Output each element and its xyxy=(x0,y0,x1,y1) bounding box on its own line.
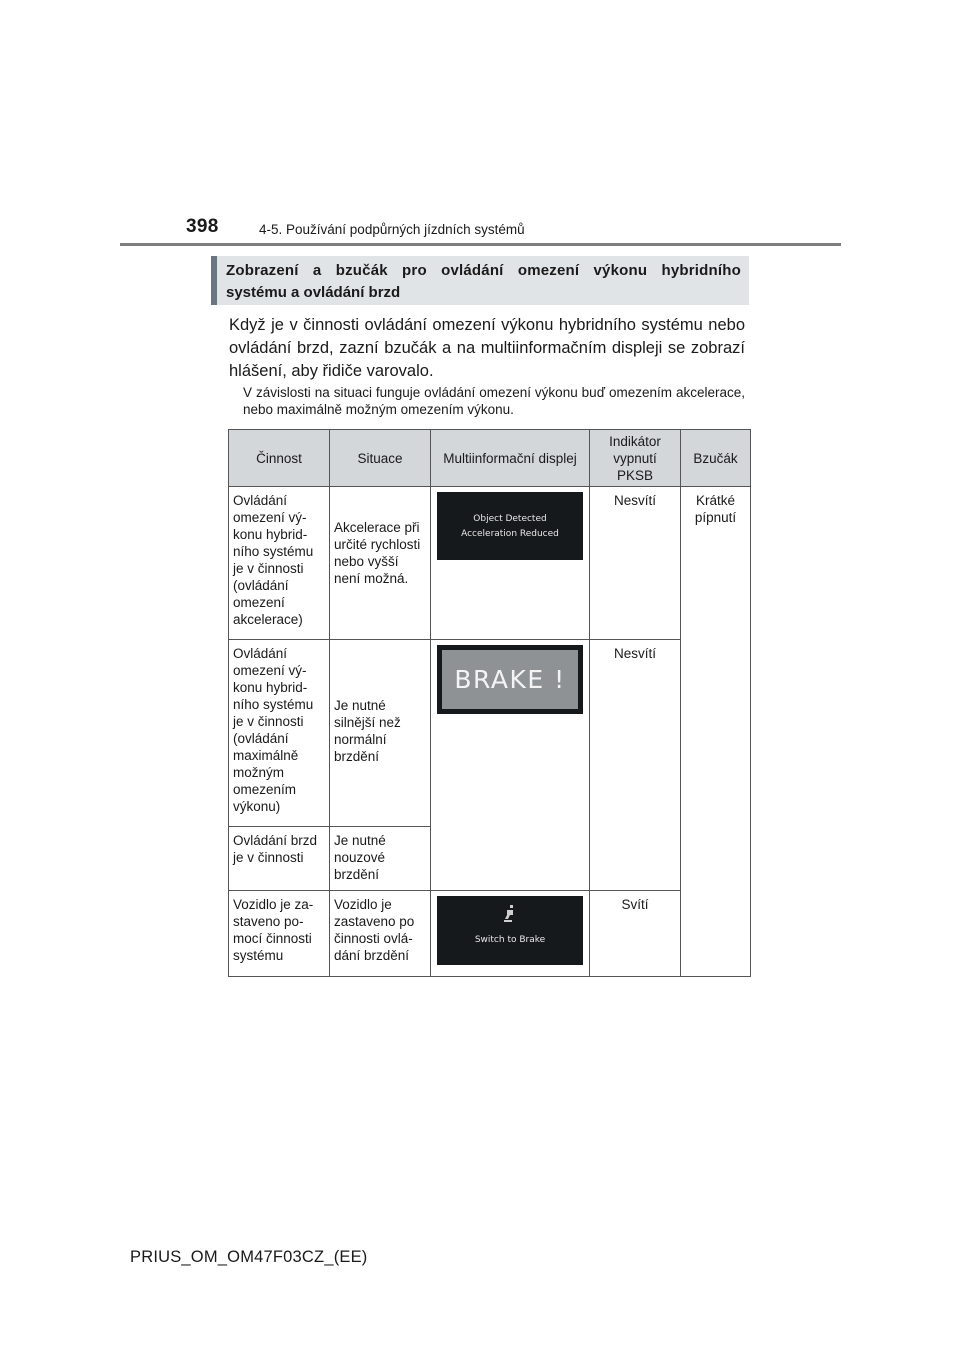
document-code: PRIUS_OM_OM47F03CZ_(EE) xyxy=(130,1248,368,1266)
header-situation: Situace xyxy=(330,430,431,487)
display-line2: Acceleration Reduced xyxy=(461,528,559,539)
row1-indicator: Nesvítí xyxy=(590,487,681,640)
row4-action: Vozidlo je za-staveno po-mocí činnosti systému xyxy=(229,891,330,977)
table-header-row xyxy=(229,430,751,487)
table-row xyxy=(229,640,751,827)
row2-situation: Je nutné silnější než normální brzdění xyxy=(330,640,431,827)
section-title-line2: systému a ovládání brzd xyxy=(226,284,401,301)
header-action: Činnost xyxy=(229,430,330,487)
row2-indicator: Nesvítí xyxy=(590,640,681,891)
row1-action: Ovládání omezení vý-konu hybrid-ního systému je v činnosti (ovládání omezení akcelerace) xyxy=(229,487,330,640)
row3-situation: Je nutné nouzové brzdění xyxy=(330,827,431,891)
header-buzzer: Bzučák xyxy=(681,430,751,487)
header-indicator: Indikátor vypnutí PKSB xyxy=(590,430,681,487)
header-divider xyxy=(120,243,841,246)
section-title-line1: Zobrazení a bzučák pro ovládání omezení výkonu hybridního xyxy=(226,262,741,279)
header-display: Multiinformační displej xyxy=(431,430,590,487)
intro-paragraph: Když je v činnosti ovládání omezení výkonu hybridního systému nebo ovládání brzd, zazní bzučák a na multiinformačním displeji se zobrazí hlášení, aby řidiče varovalo. xyxy=(229,316,745,380)
buzzer-cell: Krátké pípnutí xyxy=(681,487,751,977)
note-paragraph: V závislosti na situaci funguje ovládání omezení výkonu buď omezením akcelerace, nebo maximálně možným omezením výkonu. xyxy=(243,385,745,417)
row1-display xyxy=(431,487,590,640)
brake-message: BRAKE ! xyxy=(442,650,578,709)
row4-situation: Vozidlo je zastaveno po činnosti ovlá-dání brzdění xyxy=(330,891,431,977)
display-object-detected xyxy=(437,492,583,560)
table-row xyxy=(229,487,751,640)
display-line1: Object Detected xyxy=(473,513,547,524)
row4-display xyxy=(431,891,590,977)
row4-indicator: Svítí xyxy=(590,891,681,977)
row1-situation: Akcelerace při určité rychlosti nebo vyšší není možná. xyxy=(330,487,431,640)
foot-brake-icon xyxy=(502,904,518,924)
chapter-title: 4-5. Používání podpůrných jízdních systémů xyxy=(259,222,525,237)
row2-display xyxy=(431,640,590,891)
row3-action: Ovládání brzd je v činnosti xyxy=(229,827,330,891)
switch-to-brake-text: Switch to Brake xyxy=(474,935,546,945)
warning-table xyxy=(228,429,751,977)
display-brake xyxy=(437,645,583,714)
display-switch-to-brake xyxy=(437,896,583,965)
table-row xyxy=(229,891,751,977)
section-heading xyxy=(211,256,749,305)
row2-action: Ovládání omezení vý-konu hybrid-ního systému je v činnosti (ovládání maximálně možným omezením výkonu) xyxy=(229,640,330,827)
page-number: 398 xyxy=(186,216,219,237)
